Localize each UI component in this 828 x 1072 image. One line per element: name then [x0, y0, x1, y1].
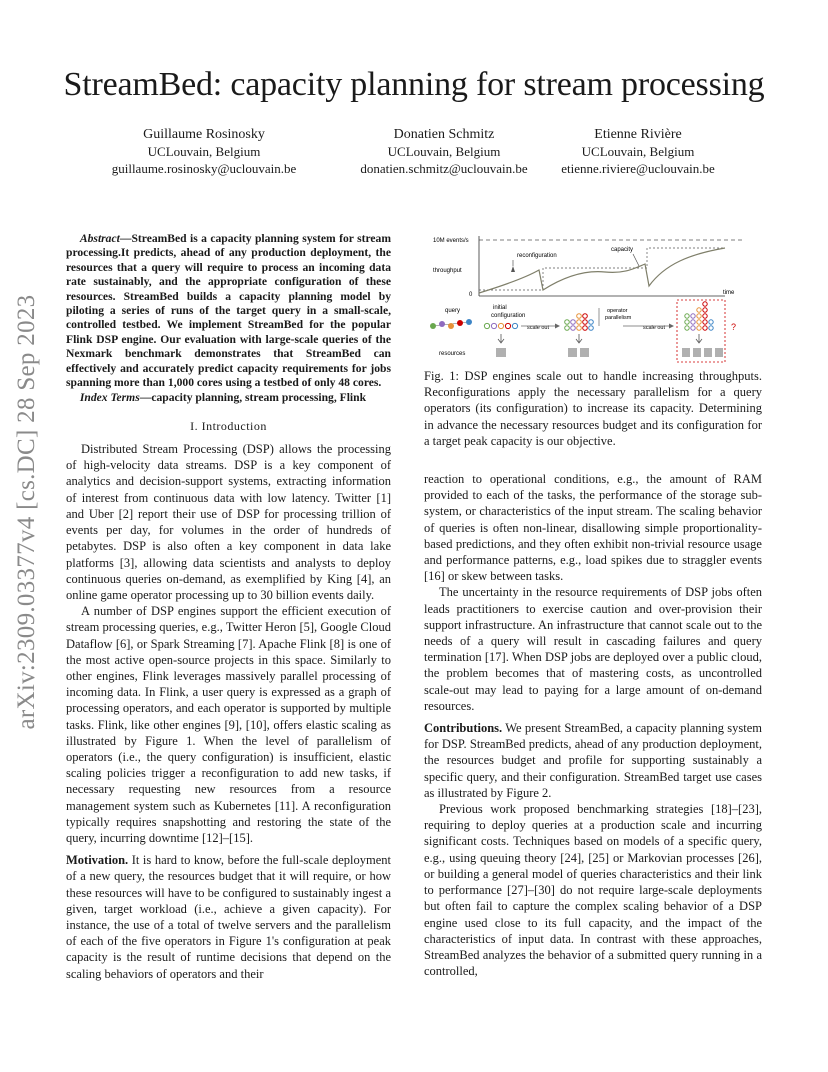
arrow-down-icon: [696, 334, 702, 343]
capacity-pointer: [633, 254, 639, 266]
initial-label: initial: [493, 305, 507, 311]
scale-out-label: scale out: [643, 325, 666, 331]
operator-node: [457, 320, 463, 326]
capacity-label: capacity: [611, 247, 634, 253]
left-column: [66, 232, 391, 982]
zero-label: 0: [469, 292, 473, 298]
capacity-step: [479, 248, 725, 290]
time-label: time: [723, 290, 735, 296]
configuration-label: configuration: [491, 313, 526, 319]
author-affiliation: UCLouvain, Belgium: [147, 144, 261, 159]
paragraph: reaction to operational conditions, e.g., the amount of RAM provided to each of the tasks, the performance of the storage sub-system, or characteristics of the input stream. The scaling behavior of queries is often non-linear, disallowing simple proportionality-based predictions, and they often exhibit non-trivial resource usage and performance patterns, e.g., load spikes due to straggler events [16] or skew between tasks.: [424, 472, 762, 584]
figure-caption: Fig. 1: DSP engines scale out to handle increasing throughputs. Reconfigurations apply the necessary parallelism for a query operators (its configuration) to increase its capacity. Determining in advance the necessary resources budget and its configuration for a target peak capacity is our objective.: [424, 369, 762, 448]
throughput-label: throughput: [433, 268, 462, 274]
server-icons: [496, 348, 723, 357]
author-email: guillaume.rosinosky@uclouvain.be: [111, 161, 297, 176]
index-terms: Index Terms—capacity planning, stream processing, Flink: [79, 391, 367, 405]
task-dot: [484, 323, 489, 328]
max-rate-label: 10M events/s: [433, 238, 469, 244]
arrow-up-icon: [511, 266, 515, 272]
author-name: Donatien Schmitz: [393, 127, 495, 142]
paragraph: Distributed Stream Processing (DSP) allows the processing of high-velocity data streams. DSP is a key component of analytics and decision-support systems, extracting information of interest from continuous data with low latency. Twitter [1] and Uber [2] report their use of DSP for processing trillion of events per day, for volumes in the order of hundreds of petabytes. DSP is also often a key component in data lake platforms [3], allowing data scientists and analysts to deploy continuous queries on-demand, as exemplified by King [4], an online game operator processing up to 30 billion events daily.: [66, 442, 391, 602]
operator-node: [466, 319, 472, 325]
paper-title: StreamBed: capacity planning for stream processing: [63, 66, 765, 103]
paragraph: Previous work proposed benchmarking strategies [18]–[23], requiring to deploy queries at a production scale and incurring significant costs. Techniques based on models of a specific query, e.g., using queuing theory [24], [25] or Markovian processes [26], or building a general model of queries characteristics and their link to performance [27]–[30] do not require large-scale deployments but often fail to capture the complex scaling behavior of a DSP engine used close to its full capacity, and the impact of the characteristics of input data. In contrast with these approaches, StreamBed analyzes the behavior of a submitted query running in a controlled,: [424, 802, 762, 979]
task-dot: [498, 323, 503, 328]
parallelism-label: parallelism: [605, 315, 632, 321]
question-mark: ?: [731, 322, 737, 332]
figure-diagram: [425, 230, 745, 370]
author-affiliation: UCLouvain, Belgium: [387, 144, 501, 159]
paragraph: The uncertainty in the resource requirements of DSP jobs often leads practitioners to exercise caution and over-provision their support infrastructure. An infrastructure that cannot scale out to the needs of a query will result in cascading failures and query termination [17]. When DSP jobs are deployed over a public cloud, the problem becomes that of mastering costs, as uncontrolled scale-out may lead to paying for a large amount of on-demand resources.: [424, 585, 762, 713]
author-email: etienne.riviere@uclouvain.be: [561, 161, 715, 176]
section-heading: I. Introduction: [190, 418, 267, 433]
reconfiguration-label: reconfiguration: [517, 253, 557, 259]
arrow-down-icon: [498, 334, 504, 343]
abstract: Abstract—StreamBed is a capacity planning system for stream processing.It predicts, ahead of any production deployment, the resources that a query will require to process an incoming data rate sustainably, and the appropriate configuration of these resources. StreamBed builds a capacity planning model by piloting a series of runs of the target query in a small-scale, controlled testbed. We implement StreamBed for the popular Flink DSP engine. Our evaluation with large-scale queries of the Nexmark benchmark demonstrates that StreamBed can effectively and accurately predict capacity requirements for jobs spanning more than 1,000 cores using a testbed of only 48 cores.: [66, 232, 391, 390]
author-affiliation: UCLouvain, Belgium: [581, 144, 695, 159]
author-block: [84, 126, 324, 177]
operator-label: operator: [607, 308, 628, 314]
throughput-curve: [479, 248, 725, 293]
mid-configuration: [565, 314, 594, 331]
operator-node: [439, 321, 445, 327]
resources-label: resources: [439, 351, 466, 357]
figure-1: [425, 230, 745, 370]
arrow-right-icon: [669, 324, 674, 329]
arrow-down-icon: [576, 334, 582, 343]
arrow-right-icon: [555, 324, 560, 329]
author-name: Guillaume Rosinosky: [143, 127, 265, 142]
author-name: Etienne Rivière: [594, 127, 682, 142]
task-dot: [512, 323, 517, 328]
operator-node: [430, 323, 436, 329]
task-dot: [491, 323, 496, 328]
paragraph: Contributions. We present StreamBed, a capacity planning system for DSP. StreamBed predicts, ahead of any production deployment, the resources budget and profile for supporting sustainably a specific query, and their configuration. StreamBed target use cases as illustrated by Figure 2.: [424, 721, 762, 800]
operator-node: [448, 323, 454, 329]
task-dot: [505, 323, 510, 328]
query-label: query: [445, 308, 461, 314]
scale-out-label: scale out: [527, 325, 550, 331]
paragraph: Motivation. It is hard to know, before the full-scale deployment of a new query, the resources budget that it will require, or how these resources will have to be configured to sustainably ingest a given, target workload (i.e., achieve a given capacity). For instance, the use of a total of twelve servers and the parallelism of each of the five operators in Figure 1's configuration at peak capacity is the result of runtime decisions that depend on the scaling behaviors of operators and their: [66, 853, 391, 981]
final-configuration: [685, 302, 713, 330]
arxiv-identifier: arXiv:2309.03377v4 [cs.DC] 28 Sep 2023: [13, 294, 40, 730]
right-column: [424, 368, 762, 979]
author-email: donatien.schmitz@uclouvain.be: [360, 161, 528, 176]
author-block: [518, 126, 758, 177]
paragraph: A number of DSP engines support the efficient execution of stream processing queries, e.g., Twitter Heron [5], Google Cloud Dataflow [6], or Spark Streaming [7]. Apache Flink [8] is one of the most active open-source projects in this space. Similarly to other engines, Flink leverages massively parallel processing of incoming data. In Flink, a user query is expressed as a graph of processing operators, and each operator is supported by multiple tasks. Flink, like other engines [9], [10], offers elastic scaling as illustrated by Figure 1. When the level of parallelism of operators (i.e., the query configuration) is insufficient, elastic scaling policies trigger a reconfiguration to add new tasks, if necessary requesting new resources from a resource management system such as Kubernetes [11]. A reconfiguration typically requires snapshotting and restoring the state of the query, incurring downtime [12]–[15].: [66, 604, 391, 845]
